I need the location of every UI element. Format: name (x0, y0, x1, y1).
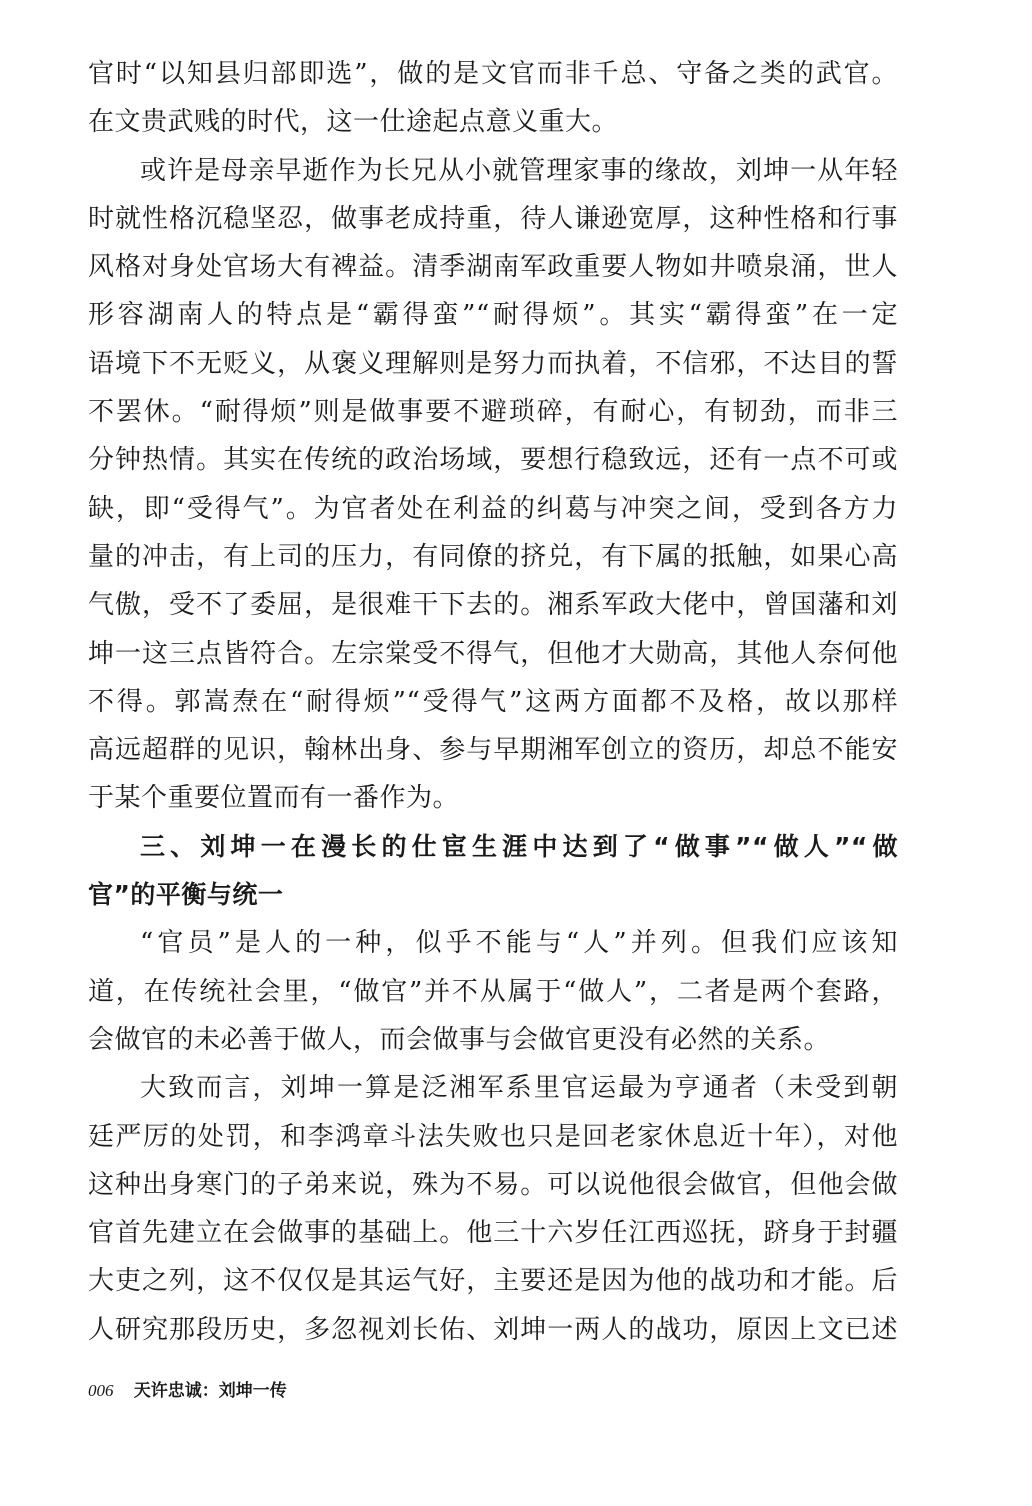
section-heading: 官”的平衡与统一 (88, 880, 284, 910)
text-line: 在文贵武贱的时代，这一仕途起点意义重大。 (88, 107, 619, 138)
text-line: 语境下不无贬义，从褒义理解则是努力而执着，不信邪，不达目的誓 (88, 348, 898, 379)
page-number: 006 (88, 1381, 114, 1400)
book-title: 天许忠诚：刘坤一传 (133, 1381, 287, 1401)
text-line: 风格对身处官场大有裨益。清季湖南军政重要人物如井喷泉涌，世人 (88, 252, 898, 283)
text-line: 量的冲击，有上司的压力，有同僚的挤兑，有下属的抵触，如果心高 (88, 541, 898, 572)
text-line: “官员”是人的一种，似乎不能与“人”并列。但我们应该知 (140, 928, 898, 959)
text-line: 气傲，受不了委屈，是很难干下去的。湘系军政大佬中，曾国藩和刘 (88, 590, 898, 621)
text-line: 会做官的未必善于做人，而会做事与会做官更没有必然的关系。 (88, 1024, 831, 1055)
text-line: 于某个重要位置而有一番作为。 (88, 783, 460, 814)
text-line: 不罢休。“耐得烦”则是做事要不避琐碎，有耐心，有韧劲，而非三 (88, 397, 898, 428)
text-line: 官时“以知县归部即选”，做的是文官而非千总、守备之类的武官。 (88, 59, 898, 89)
text-line: 缺，即“受得气”。为官者处在利益的纠葛与冲突之间，受到各方力 (88, 493, 898, 524)
text-line: 坤一这三点皆符合。左宗棠受不得气，但他才大勋高，其他人奈何他 (88, 638, 898, 669)
text-line: 这种出身寒门的子弟来说，殊为不易。可以说他很会做官，但他会做 (88, 1169, 898, 1200)
text-line: 大吏之列，这不仅仅是其运气好，主要还是因为他的战功和才能。后 (88, 1266, 898, 1297)
text-line: 分钟热情。其实在传统的政治场域，要想行稳致远，还有一点不可或 (88, 445, 898, 476)
text-line: 大致而言，刘坤一算是泛湘军系里官运最为亨通者（未受到朝 (140, 1073, 898, 1104)
text-line: 高远超群的见识，翰林出身、参与早期湘军创立的资历，却总不能安 (88, 735, 898, 766)
text-line: 或许是母亲早逝作为长兄从小就管理家事的缘故，刘坤一从年轻 (140, 155, 898, 186)
text-line: 人研究那段历史，多忽视刘长佑、刘坤一两人的战功，原因上文已述 (88, 1314, 898, 1345)
page-body (88, 50, 898, 1354)
text-line: 时就性格沉稳坚忍，做事老成持重，待人谦逊宽厚，这种性格和行事 (88, 203, 898, 234)
text-line: 形容湖南人的特点是“霸得蛮”“耐得烦”。其实“霸得蛮”在一定 (88, 300, 898, 331)
text-line: 不得。郭嵩焘在“耐得烦”“受得气”这两方面都不及格，故以那样 (88, 686, 898, 717)
text-line: 官首先建立在会做事的基础上。他三十六岁任江西巡抚，跻身于封疆 (88, 1218, 898, 1249)
text-line: 道，在传统社会里，“做官”并不从属于“做人”，二者是两个套路， (88, 976, 898, 1007)
page-footer (88, 1376, 287, 1401)
text-line: 廷严厉的处罚，和李鸿章斗法失败也只是回老家休息近十年），对他 (88, 1121, 898, 1152)
section-heading: 三、刘坤一在漫长的仕宦生涯中达到了“做事”“做人”“做 (140, 831, 898, 861)
